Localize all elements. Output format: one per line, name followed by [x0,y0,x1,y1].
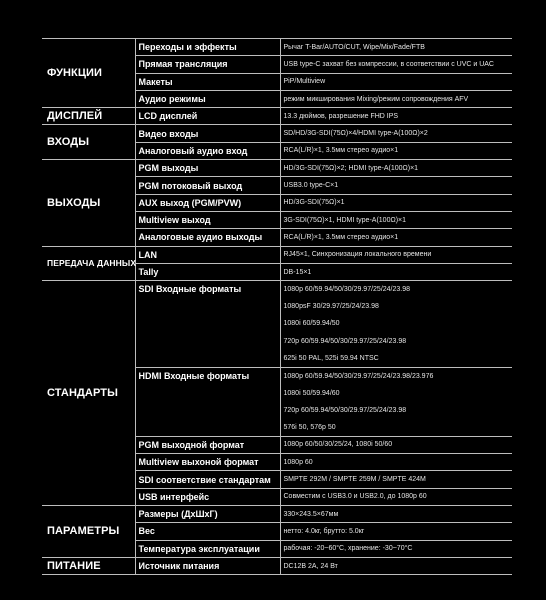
section-title: ПЕРЕДАЧА ДАННЫХ [42,246,135,281]
spec-value: нетто: 4.0кг, брутто: 5.0кг [280,523,512,540]
spec-value: 625i 50 PAL, 525i 59.94 NTSC [280,350,512,367]
spec-value: 1080p 60/59.94/50/30/29.97/25/24/23.98/23.976 [280,367,512,384]
section-title: ВХОДЫ [42,125,135,160]
spec-value: SD/HD/3G-SDI(75Ω)×4/HDMI type-A(100Ω)×2 [280,125,512,142]
spec-row [42,160,512,177]
spec-value: DC12В 2А, 24 Вт [280,557,512,574]
spec-label: USB интерфейс [135,488,280,505]
spec-value: 1080i 60/59.94/50 [280,315,512,332]
spec-value: HD/3G-SDI(75Ω)×1 [280,194,512,211]
spec-value: Совместим с USB3.0 и USB2.0, до 1080p 60 [280,488,512,505]
spec-label: Прямая трансляция [135,56,280,73]
spec-row [42,281,512,298]
spec-value: рабочая: -20~60°C, хранение: -30~70°C [280,540,512,557]
spec-value: 1080psF 30/29.97/25/24/23.98 [280,298,512,315]
spec-table [42,38,512,575]
spec-label: Multiview выхоной формат [135,454,280,471]
spec-row [42,246,512,263]
section-title: СТАНДАРТЫ [42,281,135,506]
spec-label: Размеры (ДхШхГ) [135,506,280,523]
spec-table-body [42,39,512,575]
spec-value: 13.3 дюймов, разрешение FHD IPS [280,108,512,125]
spec-value: DB-15×1 [280,263,512,280]
spec-label: Переходы и эффекты [135,39,280,56]
spec-value: 1080p 60/59.94/50/30/29.97/25/24/23.98 [280,281,512,298]
spec-value: режим микширования Mixing/режим сопровождения AFV [280,90,512,107]
spec-value: Рычаг T-Bar/AUTO/CUT, Wipe/Mix/Fade/FTB [280,39,512,56]
spec-value: RJ45×1, Синхронизация локального времени [280,246,512,263]
spec-label: Аналоговый аудио вход [135,142,280,159]
spec-value: 1080p 60 [280,454,512,471]
spec-label: HDMI Входные форматы [135,367,280,436]
spec-value: SMPTE 292M / SMPTE 259M / SMPTE 424M [280,471,512,488]
spec-label: Аудио режимы [135,90,280,107]
spec-row [42,108,512,125]
spec-label: Аналоговые аудио выходы [135,229,280,246]
spec-value: 720p 60/59.94/50/30/29.97/25/24/23.98 [280,333,512,350]
spec-label: Источник питания [135,557,280,574]
spec-label: SDI Входные форматы [135,281,280,367]
spec-value: 1080p 60/50/30/25/24, 1080i 50/60 [280,436,512,453]
spec-value: RCA(L/R)×1, 3.5мм стерео аудио×1 [280,142,512,159]
section-title: ВЫХОДЫ [42,160,135,246]
spec-label: Multiview выход [135,211,280,228]
section-title: ПИТАНИЕ [42,557,135,574]
spec-label: Tally [135,263,280,280]
section-title: ДИСПЛЕЙ [42,108,135,125]
spec-value: RCA(L/R)×1, 3.5мм стерео аудио×1 [280,229,512,246]
spec-value: 720p 60/59.94/50/30/29.97/25/24/23.98 [280,402,512,419]
spec-label: LCD дисплей [135,108,280,125]
spec-row [42,506,512,523]
spec-value: USB3.0 type-C×1 [280,177,512,194]
spec-label: PGM выходы [135,160,280,177]
spec-value: 3G-SDI(75Ω)×1, HDMI type-A(100Ω)×1 [280,211,512,228]
spec-label: PGM потоковый выход [135,177,280,194]
section-title: ПАРАМЕТРЫ [42,506,135,558]
spec-label: SDI соответствие стандартам [135,471,280,488]
section-title: ФУНКЦИИ [42,39,135,108]
spec-label: AUX выход (PGM/PVW) [135,194,280,211]
spec-label: Макеты [135,73,280,90]
spec-value: HD/3G-SDI(75Ω)×2; HDMI type-A(100Ω)×1 [280,160,512,177]
spec-value: USB type-C захват без компрессии, в соответствии с UVC и UAC [280,56,512,73]
spec-value: 576i 50, 576p 50 [280,419,512,436]
spec-label: Температура эксплуатации [135,540,280,557]
spec-row [42,39,512,56]
spec-row [42,125,512,142]
spec-label: LAN [135,246,280,263]
spec-label: PGM выходной формат [135,436,280,453]
spec-label: Вес [135,523,280,540]
spec-value: 330×243.5×67мм [280,506,512,523]
spec-value: PiP/Multiview [280,73,512,90]
spec-row [42,557,512,574]
spec-value: 1080i 50/59.94/60 [280,384,512,401]
spec-label: Видео входы [135,125,280,142]
